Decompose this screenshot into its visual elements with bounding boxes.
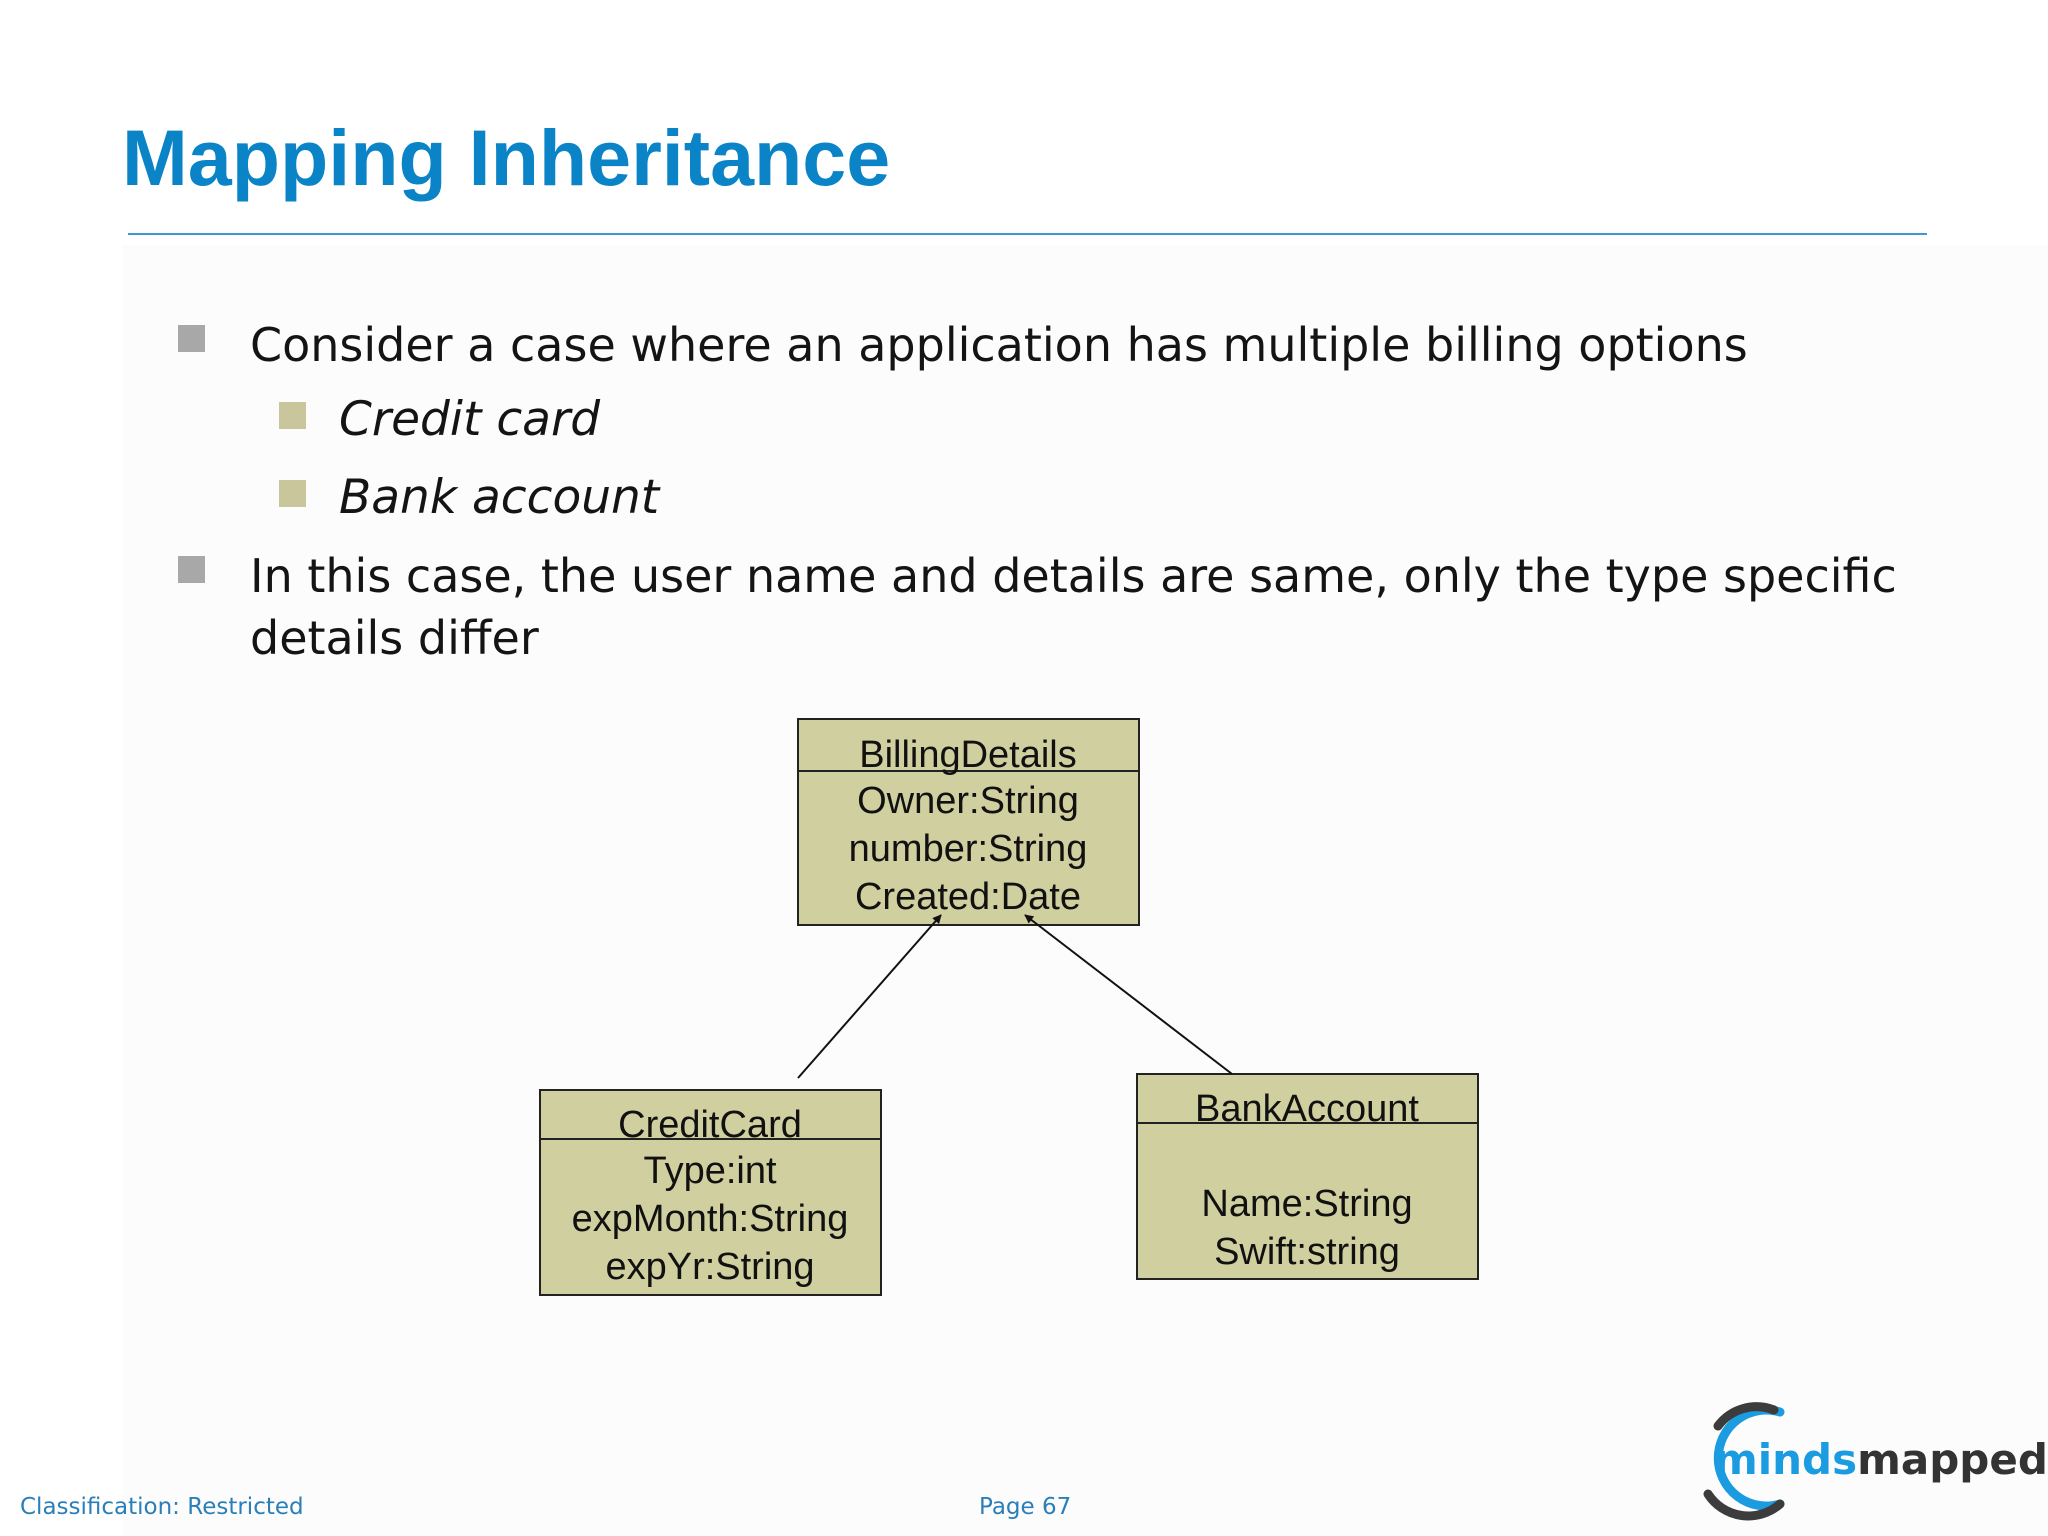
class-attribute: number:String xyxy=(848,828,1088,870)
slide-title: Mapping Inheritance xyxy=(122,113,891,202)
svg-text:mindsmapped: mindsmapped xyxy=(1714,1435,2048,1484)
footer-page-number: Page 67 xyxy=(979,1494,1072,1520)
class-billing-details xyxy=(798,719,1139,925)
class-attribute: Name:String xyxy=(1201,1183,1413,1225)
class-name: CreditCard xyxy=(618,1104,802,1146)
class-attribute: expMonth:String xyxy=(571,1198,849,1240)
class-attribute: Owner:String xyxy=(857,780,1079,822)
footer-classification: Classification: Restricted xyxy=(20,1494,304,1520)
class-name: BankAccount xyxy=(1195,1088,1419,1130)
inheritance-arrow-credit-card xyxy=(798,915,941,1078)
mindsmapped-logo xyxy=(1688,1398,2048,1522)
bullet-line: In this case, the user name and details are same, only the type specific xyxy=(250,549,1897,603)
class-credit-card xyxy=(540,1090,881,1295)
class-name: BillingDetails xyxy=(859,734,1077,776)
sub-bullet-bank-account: Bank account xyxy=(339,470,660,525)
bullet-line: details differ xyxy=(250,611,539,665)
inheritance-arrow-bank-account xyxy=(1025,915,1232,1074)
class-attribute: Created:Date xyxy=(854,876,1082,918)
class-attribute: Swift:string xyxy=(1214,1231,1400,1273)
bullet-billing-options: Consider a case where an application has multiple billing options xyxy=(250,318,1748,372)
class-attribute: Type:int xyxy=(643,1150,777,1192)
sub-bullet-credit-card: Credit card xyxy=(339,392,601,447)
class-attribute: expYr:String xyxy=(605,1246,815,1288)
class-bank-account xyxy=(1137,1074,1478,1279)
